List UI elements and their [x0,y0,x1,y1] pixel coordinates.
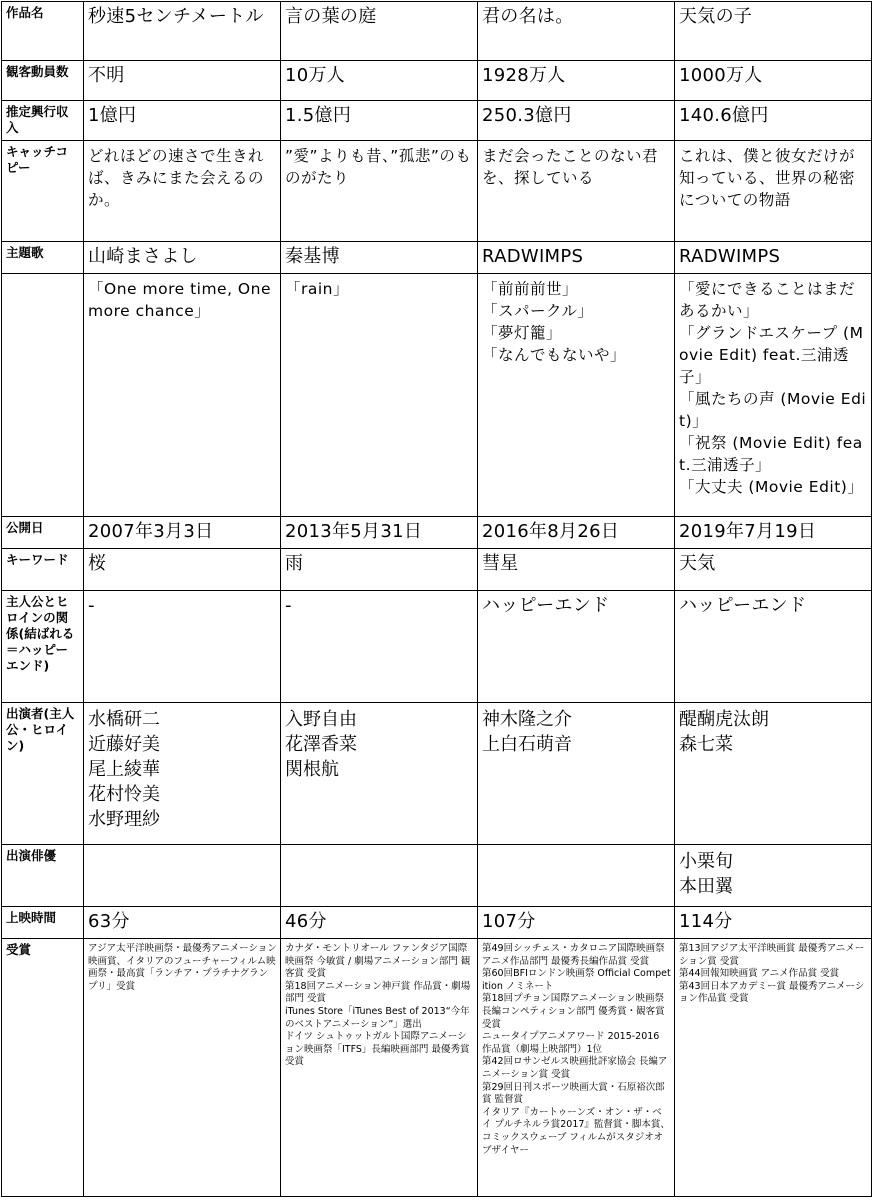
cast-name: 花澤香菜 [285,734,357,755]
row-audience [2,61,872,101]
row-label-title: 作品名 [2,2,84,61]
release-cell-1: 2007年3月3日 [84,517,281,549]
actors-cell-2 [281,845,478,907]
catchcopy-cell-4: これは、僕と彼女だけが知っている、世界の秘密についての物語 [675,141,872,242]
title-cell-3: 君の名は。 [478,2,675,61]
cast-name: 関根航 [285,759,339,780]
awards-cell-2 [281,939,478,1197]
award-item: カナダ・モントリオール ファンタジア国際映画祭 今敏賞 / 劇場アニメーション部門 観客賞 受賞 [285,943,471,980]
cast-name: 醍醐虎汰朗 [679,709,769,730]
song-item: 「前前前世」 [482,280,579,298]
row-relationship [2,591,872,703]
comparison-table [1,1,872,1197]
award-item: 第13回アジア太平洋映画賞 最優秀アニメーション賞 受賞 [679,943,865,967]
keyword-cell-3: 彗星 [478,549,675,591]
award-item: 第18回プチョン国際アニメーション映画祭 長編コンペティション部門 優秀賞・観客賞 受賞 [482,993,665,1030]
award-item: iTunes Store「iTunes Best of 2013“今年のベストアニメーション”」選出 [285,1005,470,1030]
row-label-catchcopy: キャッチコピー [2,141,84,242]
award-item: ニュータイプアニメアワード 2015-2016 作品賞（劇場上映部門）1位 [482,1031,660,1055]
cast-name: 神木隆之介 [482,709,572,730]
song-item: 「One more time, One more chance」 [88,280,271,320]
song-item: 「夢灯籠」 [482,324,563,342]
award-item: 第43回日本アカデミー賞 最優秀アニメーション作品賞 受賞 [679,980,865,1005]
runtime-cell-4: 114分 [675,907,872,939]
row-label-keyword: キーワード [2,549,84,591]
actors-cell-4 [675,845,872,907]
revenue-cell-2: 1.5億円 [281,101,478,141]
cast-name: 水橋研二 [88,709,160,730]
audience-cell-4: 1000万人 [675,61,872,101]
cast-cell-2 [281,703,478,845]
row-label-actors: 出演俳優 [2,845,84,907]
song-item: 「グランドエスケープ (Movie Edit) feat.三浦透子」 [679,324,864,386]
keyword-cell-4: 天気 [675,549,872,591]
award-item: イタリア『カートゥーンズ・オン・ザ・ベイ プルチネルラ賞2017』監督賞・脚本賞、コミックスウェーブ フィルムがスタジオオブザイヤー [482,1106,670,1156]
relationship-cell-2: - [281,591,478,703]
award-item: ドイツ シュトゥットガルト国際アニメーション映画祭「ITFS」長編映画部門 最優秀賞 受賞 [285,1031,470,1068]
row-label-runtime: 上映時間 [2,907,84,939]
award-item: アジア太平洋映画祭・最優秀アニメーション映画賞、イタリアのフューチャーフィルム映画祭・最高賞「ランチア・プラチナグランプリ」受賞 [88,943,277,992]
award-item: 第42回ロサンゼルス映画批評家協会 長編アニメーション賞 受賞 [482,1056,668,1080]
keyword-cell-2: 雨 [281,549,478,591]
release-cell-4: 2019年7月19日 [675,517,872,549]
row-revenue [2,101,872,141]
catchcopy-cell-2: ”愛”よりも昔、”孤悲”のものがたり [281,141,478,242]
song-item: 「愛にできることはまだあるかい」 [679,280,856,320]
songs-cell-1 [84,274,281,517]
row-release-date [2,517,872,549]
cast-name: 上白石萌音 [482,734,572,755]
row-label-songs-empty [2,274,84,517]
row-label-awards: 受賞 [2,939,84,1197]
song-item: 「なんでもないや」 [482,346,627,364]
row-label-release-date: 公開日 [2,517,84,549]
award-item: 第49回シッチェス・カタロニア国際映画祭 アニメ作品部門 最優秀長編作品賞 受賞 [482,943,665,967]
row-label-audience: 観客動員数 [2,61,84,101]
keyword-cell-1: 桜 [84,549,281,591]
relationship-cell-4: ハッピーエンド [675,591,872,703]
row-title [2,2,872,61]
cast-name: 森七菜 [679,734,733,755]
row-cast [2,703,872,845]
row-theme-song [2,242,872,274]
title-cell-2: 言の葉の庭 [281,2,478,61]
catchcopy-cell-1: どれほどの速さで生きれば、きみにまた会えるのか。 [84,141,281,242]
runtime-cell-2: 46分 [281,907,478,939]
award-item: 第18回アニメーション神戸賞 作品賞・劇場部門 受賞 [285,980,471,1005]
relationship-cell-1: - [84,591,281,703]
song-item: 「大丈夫 (Movie Edit)」 [679,478,864,496]
row-label-relationship: 主人公とヒロインの関係(結ばれる＝ハッピーエンド) [2,591,84,703]
cast-name: 入野自由 [285,709,357,730]
row-label-theme-song: 主題歌 [2,242,84,274]
songs-cell-3 [478,274,675,517]
row-actors [2,845,872,907]
revenue-cell-3: 250.3億円 [478,101,675,141]
row-awards [2,939,872,1197]
runtime-cell-1: 63分 [84,907,281,939]
awards-cell-3 [478,939,675,1197]
artist-cell-4: RADWIMPS [675,242,872,274]
release-cell-3: 2016年8月26日 [478,517,675,549]
cast-name: 近藤好美 [88,734,160,755]
songs-cell-2 [281,274,478,517]
runtime-cell-3: 107分 [478,907,675,939]
row-catchcopy [2,141,872,242]
catchcopy-cell-3: まだ会ったことのない君を、探している [478,141,675,242]
award-item: 第29回日刊スポーツ映画大賞・石原裕次郎賞 監督賞 [482,1081,665,1106]
row-label-cast: 出演者(主人公・ヒロイン) [2,703,84,845]
row-songs [2,274,872,517]
audience-cell-2: 10万人 [281,61,478,101]
cast-cell-3 [478,703,675,845]
song-item: 「スパークル」 [482,302,594,320]
actors-cell-1 [84,845,281,907]
awards-cell-1 [84,939,281,1197]
revenue-cell-4: 140.6億円 [675,101,872,141]
artist-cell-1: 山崎まさよし [84,242,281,274]
actors-cell-3 [478,845,675,907]
actor-name: 小栗旬 [679,851,733,872]
artist-cell-3: RADWIMPS [478,242,675,274]
song-item: 「風たちの声 (Movie Edit)」 [679,390,867,430]
artist-cell-2: 秦基博 [281,242,478,274]
song-item: 「rain」 [285,280,350,298]
awards-cell-4 [675,939,872,1197]
row-runtime [2,907,872,939]
row-keyword [2,549,872,591]
cast-name: 花村怜美 [88,784,160,805]
audience-cell-1: 不明 [84,61,281,101]
relationship-cell-3: ハッピーエンド [478,591,675,703]
title-cell-1: 秒速5センチメートル [84,2,281,61]
cast-name: 水野理紗 [88,809,160,830]
actor-name: 本田翼 [679,876,733,897]
cast-cell-1 [84,703,281,845]
revenue-cell-1: 1億円 [84,101,281,141]
songs-cell-4 [675,274,872,517]
cast-cell-4 [675,703,872,845]
release-cell-2: 2013年5月31日 [281,517,478,549]
award-item: 第44回報知映画賞 アニメ作品賞 受賞 [679,968,840,980]
row-label-revenue: 推定興行収入 [2,101,84,141]
award-item: 第60回BFIロンドン映画祭 Official Competition ノミネート [482,968,671,992]
cast-name: 尾上綾華 [88,759,160,780]
title-cell-4: 天気の子 [675,2,872,61]
song-item: 「祝祭 (Movie Edit) feat.三浦透子」 [679,434,863,474]
audience-cell-3: 1928万人 [478,61,675,101]
